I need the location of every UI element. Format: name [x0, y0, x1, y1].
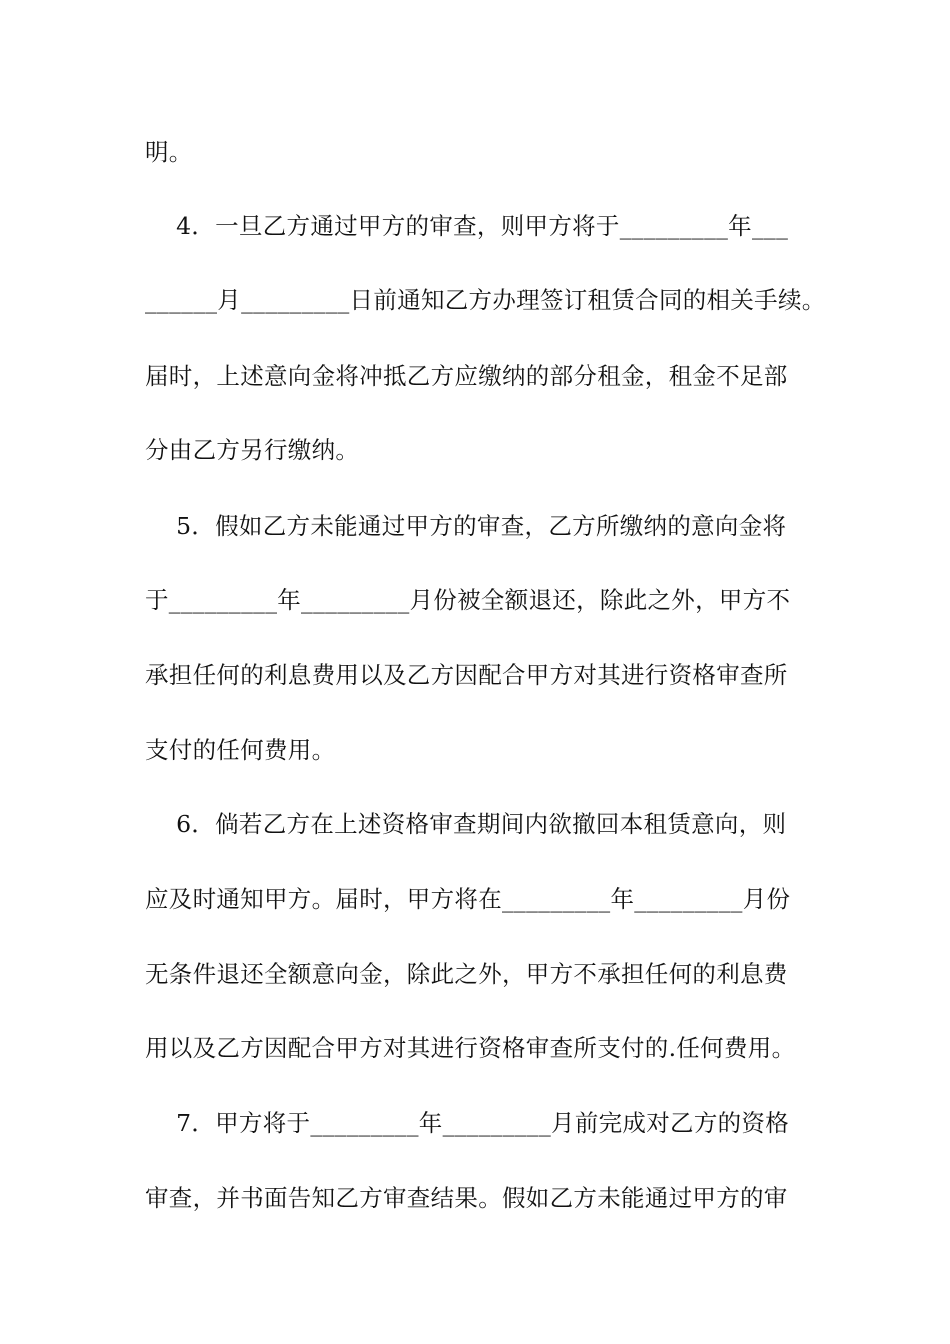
text-line: 无条件退还全额意向金，除此之外，甲方不承担任何的利息费 — [145, 960, 788, 988]
text-line: 6．倘若乙方在上述资格审查期间内欲撤回本租赁意向，则 — [145, 810, 787, 838]
text-line: 明。 — [145, 138, 193, 166]
text-line: 审查，并书面告知乙方审查结果。假如乙方未能通过甲方的审 — [145, 1184, 788, 1212]
text-line: 7．甲方将于_________年_________月前完成对乙方的资格 — [145, 1109, 790, 1137]
text-line: 5．假如乙方未能通过甲方的审查，乙方所缴纳的意向金将 — [145, 512, 787, 540]
text-line: 支付的任何费用。 — [145, 736, 336, 764]
text-line: 分由乙方另行缴纳。 — [145, 436, 360, 464]
text-line: 4．一旦乙方通过甲方的审查，则甲方将于_________年___ — [145, 212, 789, 240]
text-line: 用以及乙方因配合甲方对其进行资格审查所支付的.任何费用。 — [145, 1034, 796, 1062]
text-line: 承担任何的利息费用以及乙方因配合甲方对其进行资格审查所 — [145, 661, 788, 689]
text-line: 应及时通知甲方。届时，甲方将在_________年_________月份 — [145, 885, 791, 913]
text-line: 届时，上述意向金将冲抵乙方应缴纳的部分租金，租金不足部 — [145, 362, 788, 390]
text-line: ______月_________日前通知乙方办理签订租赁合同的相关手续。 — [145, 286, 826, 314]
text-line: 于_________年_________月份被全额退还，除此之外，甲方不 — [145, 586, 791, 614]
